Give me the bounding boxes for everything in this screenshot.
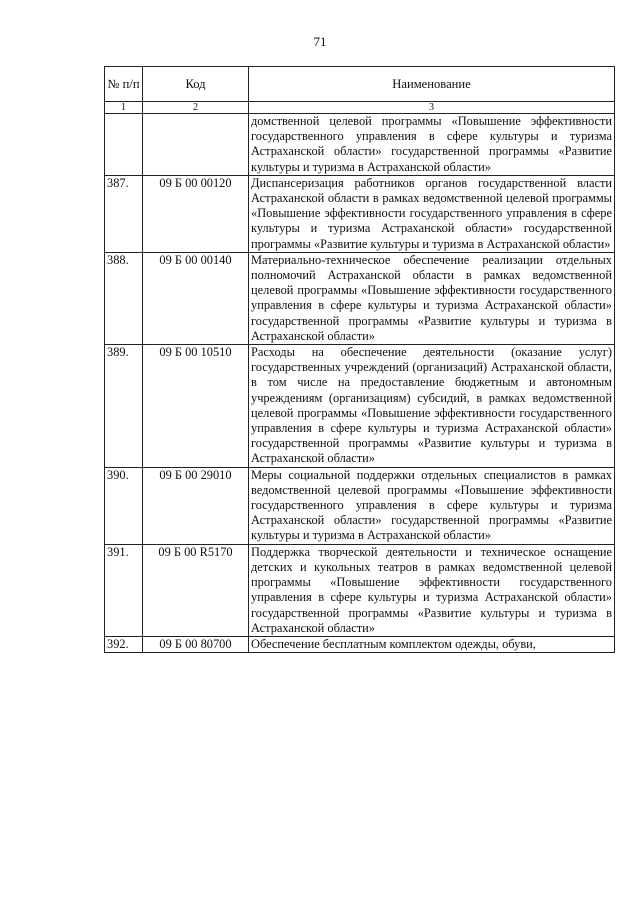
- row-name: Поддержка творческой деятельности и техническое оснащение детских и кукольных театров в рамках ведомственной целевой программы «Повышение эффективности государственного управления в сфере культуры и туризма Астраханской области» государственной программы «Развитие культуры и туризма в Астраханской области»: [249, 544, 615, 636]
- column-index-row: [105, 102, 615, 114]
- row-code: 09 Б 00 00120: [143, 175, 249, 252]
- row-name: Меры социальной поддержки отдельных специалистов в рамках ведомственной целевой программы «Повышение эффективности государственного управления в сфере культуры и туризма Астраханской области» государственной программы «Развитие культуры и туризма в Астраханской области»: [249, 467, 615, 544]
- column-index-2: 2: [143, 102, 249, 114]
- row-name: Расходы на обеспечение деятельности (оказание услуг) государственных учреждений (организаций) Астраханской области, в том числе на предоставление бюджетным и автономным учреждениям (организациям) субсидий, в рамках ведомственной целевой программы «Повышение эффективности государственного управления в сфере культуры и туризма Астраханской области» государственной программы «Развитие культуры и туризма в Астраханской области»: [249, 345, 615, 468]
- column-index-3: 3: [249, 102, 615, 114]
- row-number: 392.: [105, 636, 143, 652]
- header-num: № п/п: [105, 67, 143, 102]
- column-index-1: 1: [105, 102, 143, 114]
- table-row: [105, 252, 615, 344]
- row-code: [143, 114, 249, 176]
- row-number: 391.: [105, 544, 143, 636]
- table-row: [105, 114, 615, 176]
- table-row: [105, 467, 615, 544]
- header-name: Наименование: [249, 67, 615, 102]
- table-row: [105, 636, 615, 652]
- header-code: Код: [143, 67, 249, 102]
- row-number: 388.: [105, 252, 143, 344]
- page-number: 71: [313, 34, 327, 49]
- table-row: [105, 175, 615, 252]
- budget-classification-table: [104, 66, 615, 653]
- row-name: Диспансеризация работников органов государственной власти Астраханской области в рамках ведомственной целевой программы «Повышение эффективности государственного управления в сфере культуры и туризма Астраханской области» государственной программы «Развитие культуры и туризма в Астраханской области»: [249, 175, 615, 252]
- row-number: [105, 114, 143, 176]
- row-name: домственной целевой программы «Повышение эффективности государственного управления в сфере культуры и туризма Астраханской области» государственной программы «Развитие культуры и туризма в Астраханской области»: [249, 114, 615, 176]
- row-name: Обеспечение бесплатным комплектом одежды, обуви,: [249, 636, 615, 652]
- row-name: Материально-техническое обеспечение реализации отдельных полномочий Астраханской области в рамках ведомственной целевой программы «Повышение эффективности государственного управления в сфере культуры и туризма Астраханской области» государственной программы «Развитие культуры и туризма в Астраханской области»: [249, 252, 615, 344]
- row-code: 09 Б 00 10510: [143, 345, 249, 468]
- row-number: 390.: [105, 467, 143, 544]
- row-code: 09 Б 00 00140: [143, 252, 249, 344]
- table-row: [105, 345, 615, 468]
- table-row: [105, 544, 615, 636]
- row-number: 389.: [105, 345, 143, 468]
- table-header-row: [105, 67, 615, 102]
- row-code: 09 Б 00 29010: [143, 467, 249, 544]
- row-code: 09 Б 00 80700: [143, 636, 249, 652]
- row-code: 09 Б 00 R5170: [143, 544, 249, 636]
- row-number: 387.: [105, 175, 143, 252]
